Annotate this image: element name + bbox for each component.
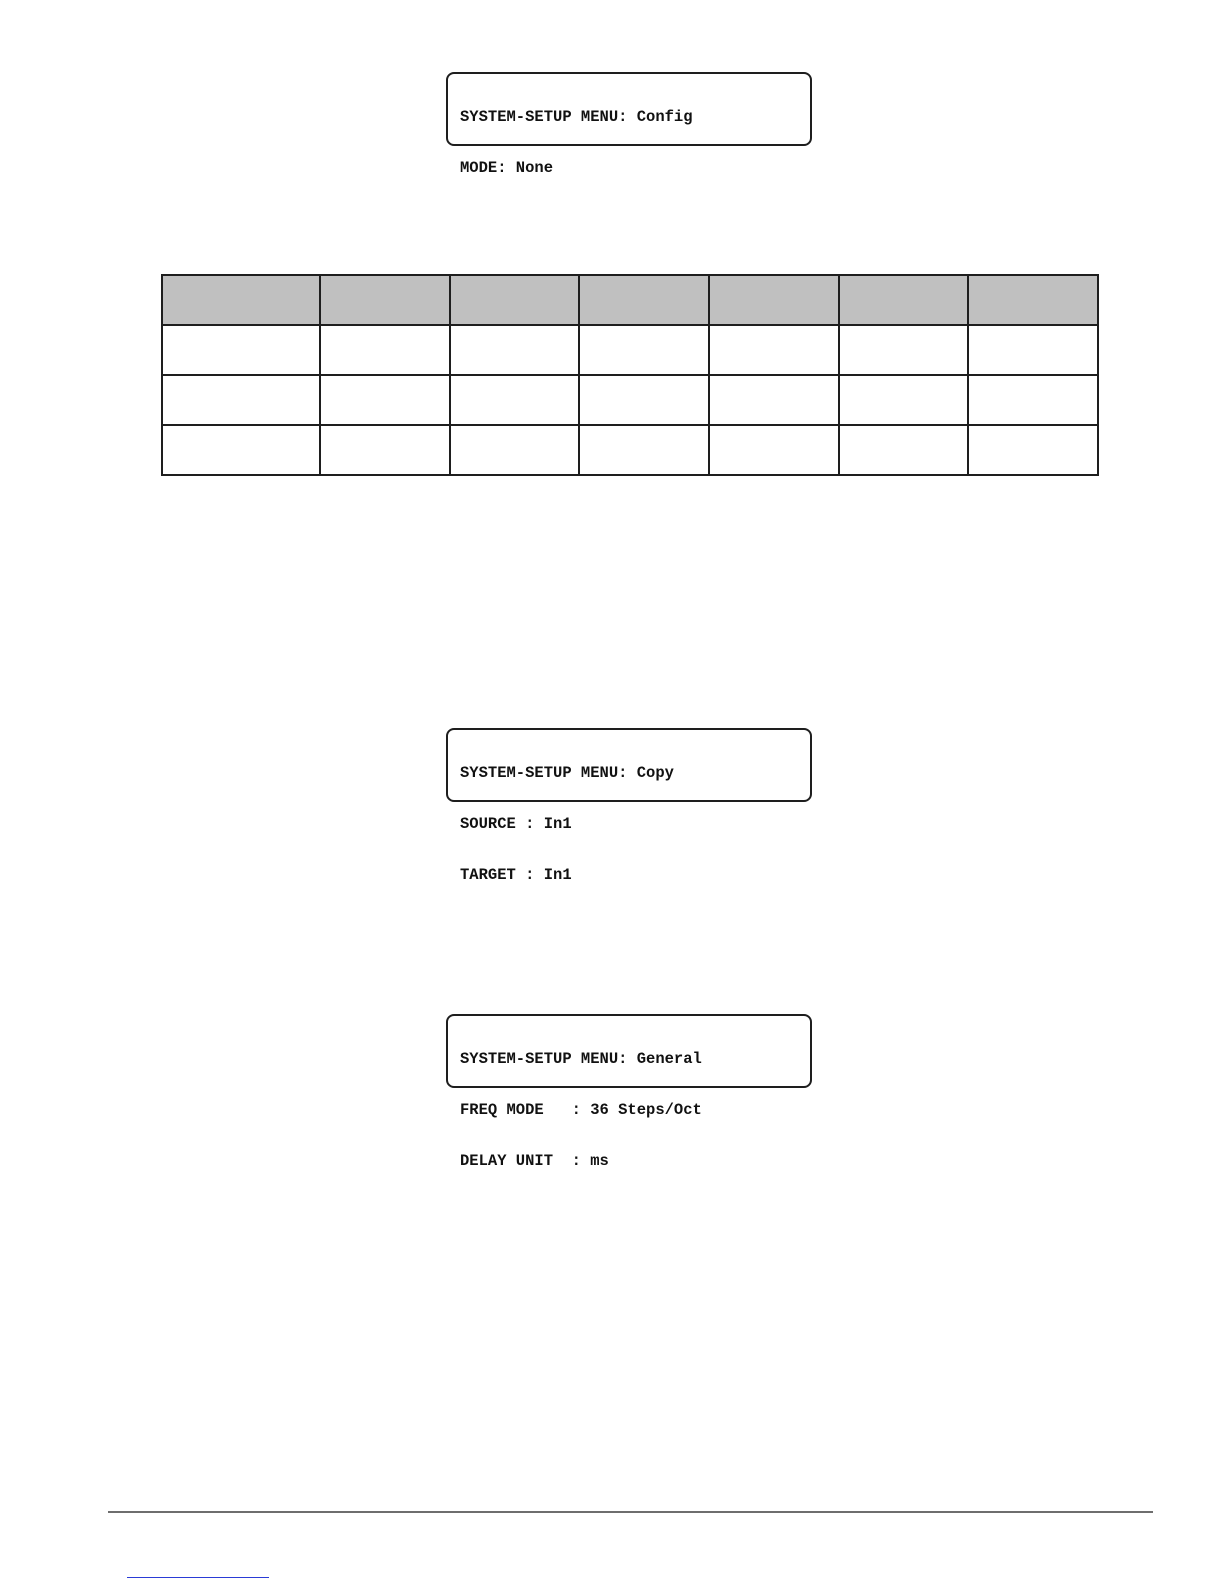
- table-cell: [839, 375, 969, 425]
- table-header-cell: [839, 275, 969, 325]
- table-cell: [450, 425, 580, 475]
- data-table: [161, 274, 1099, 476]
- table-cell: [450, 375, 580, 425]
- table-cell: [579, 325, 709, 375]
- table-cell: [839, 425, 969, 475]
- table-header-row: [162, 275, 1098, 325]
- table-header-cell: [450, 275, 580, 325]
- table-cell: [709, 375, 839, 425]
- table-cell: [320, 325, 450, 375]
- lcd-line-title: SYSTEM-SETUP MENU: Copy: [460, 764, 674, 782]
- table-cell: [162, 425, 320, 475]
- table-cell: [579, 375, 709, 425]
- table-cell: [162, 375, 320, 425]
- lcd-line-4: [460, 918, 810, 935]
- table-cell: [450, 325, 580, 375]
- table-cell: [320, 375, 450, 425]
- lcd-screen-config: [446, 72, 812, 177]
- lcd-line-title: SYSTEM-SETUP MENU: Config: [460, 108, 693, 126]
- lcd-line-title: SYSTEM-SETUP MENU: General: [460, 1050, 702, 1068]
- table-header-cell: [162, 275, 320, 325]
- lcd-line-3: [460, 211, 810, 228]
- table-header-cell: [320, 275, 450, 325]
- lcd-line-source: SOURCE : In1: [460, 815, 572, 833]
- table-cell: [579, 425, 709, 475]
- lcd-line-4: [460, 1204, 810, 1221]
- table-cell: [839, 325, 969, 375]
- lcd-line-mode: MODE: None: [460, 159, 554, 177]
- table-header-cell: [709, 275, 839, 325]
- table-cell: [709, 425, 839, 475]
- table-header-cell: [579, 275, 709, 325]
- table-header-cell: [968, 275, 1098, 325]
- footer-link-underline[interactable]: [127, 1577, 269, 1578]
- table-cell: [320, 425, 450, 475]
- footer-divider: [108, 1511, 1153, 1513]
- lcd-line-freq-mode: FREQ MODE : 36 Steps/Oct: [460, 1101, 702, 1119]
- table-row: [162, 375, 1098, 425]
- table-cell: [968, 425, 1098, 475]
- table-cell: [709, 325, 839, 375]
- table-cell: [968, 325, 1098, 375]
- table-row: [162, 425, 1098, 475]
- lcd-screen-copy: [446, 728, 812, 884]
- lcd-line-target: TARGET : In1: [460, 866, 572, 884]
- table-cell: [162, 325, 320, 375]
- lcd-line-delay-unit: DELAY UNIT : ms: [460, 1152, 609, 1170]
- table-row: [162, 325, 1098, 375]
- table-cell: [968, 375, 1098, 425]
- lcd-screen-general: [446, 1014, 812, 1170]
